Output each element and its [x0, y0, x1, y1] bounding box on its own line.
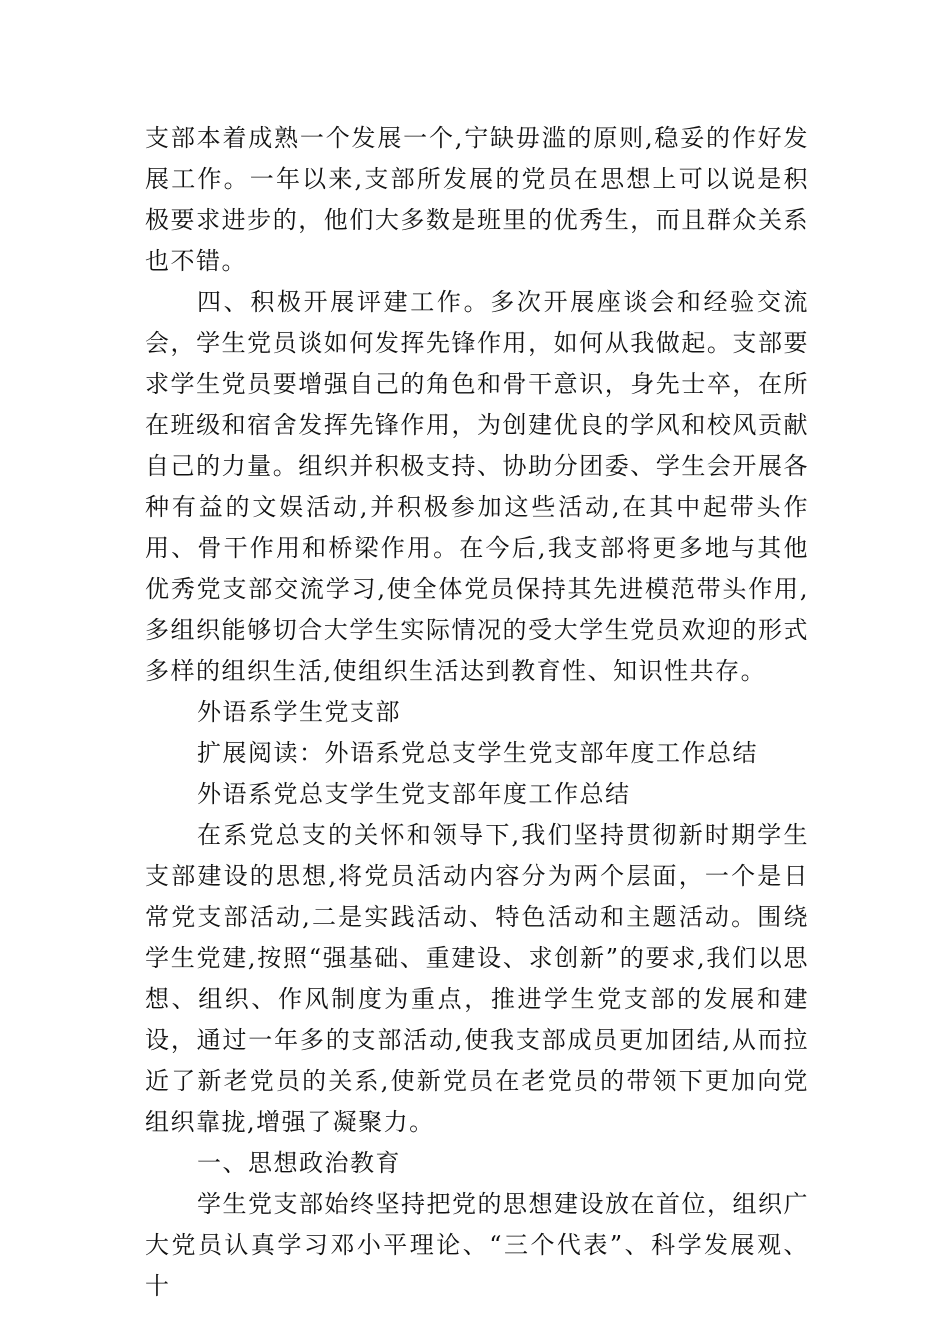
document-body — [145, 118, 809, 1307]
paragraph-1: 支部本着成熟一个发展一个,宁缺毋滥的原则,稳妥的作好发展工作。一年以来,支部所发展的党员在思想上可以说是积极要求进步的，他们大多数是班里的优秀生，而且群众关系也不错。 — [145, 124, 809, 275]
paragraph-7: 一、思想政治教育 — [197, 1149, 401, 1177]
paragraph-5: 外语系党总支学生党支部年度工作总结 — [197, 780, 631, 808]
paragraph-3: 外语系学生党支部 — [197, 698, 401, 726]
paragraph-8: 学生党支部始终坚持把党的思想建设放在首位，组织广大党员认真学习邓小平理论、“三个代表”、科学发展观、十 — [145, 1190, 809, 1300]
paragraph-6: 在系党总支的关怀和领导下,我们坚持贯彻新时期学生支部建设的思想,将党员活动内容分为两个层面，一个是日常党支部活动,二是实践活动、特色活动和主题活动。围绕学生党建,按照“强基础、重建设、求创新”的要求,我们以思想、组织、作风制度为重点，推进学生党支部的发展和建设，通过一年多的支部活动,使我支部成员更加团结,从而拉近了新老党员的关系,使新党员在老党员的带领下更加向党组织靠拢,增强了凝聚力。 — [145, 821, 809, 1136]
paragraph-2: 四、积极开展评建工作。多次开展座谈会和经验交流会，学生党员谈如何发挥先锋作用，如何从我做起。支部要求学生党员要增强自己的角色和骨干意识，身先士卒，在所在班级和宿舍发挥先锋作用，为创建优良的学风和校风贡献自己的力量。组织并积极支持、协助分团委、学生会开展各种有益的文娱活动,并积极参加这些活动,在其中起带头作用、骨干作用和桥梁作用。在今后,我支部将更多地与其他优秀党支部交流学习,使全体党员保持其先进模范带头作用,多组织能够切合大学生实际情况的受大学生党员欢迎的形式多样的组织生活,使组织生活达到教育性、知识性共存。 — [145, 288, 809, 685]
paragraph-4: 扩展阅读：外语系党总支学生党支部年度工作总结 — [197, 739, 758, 767]
